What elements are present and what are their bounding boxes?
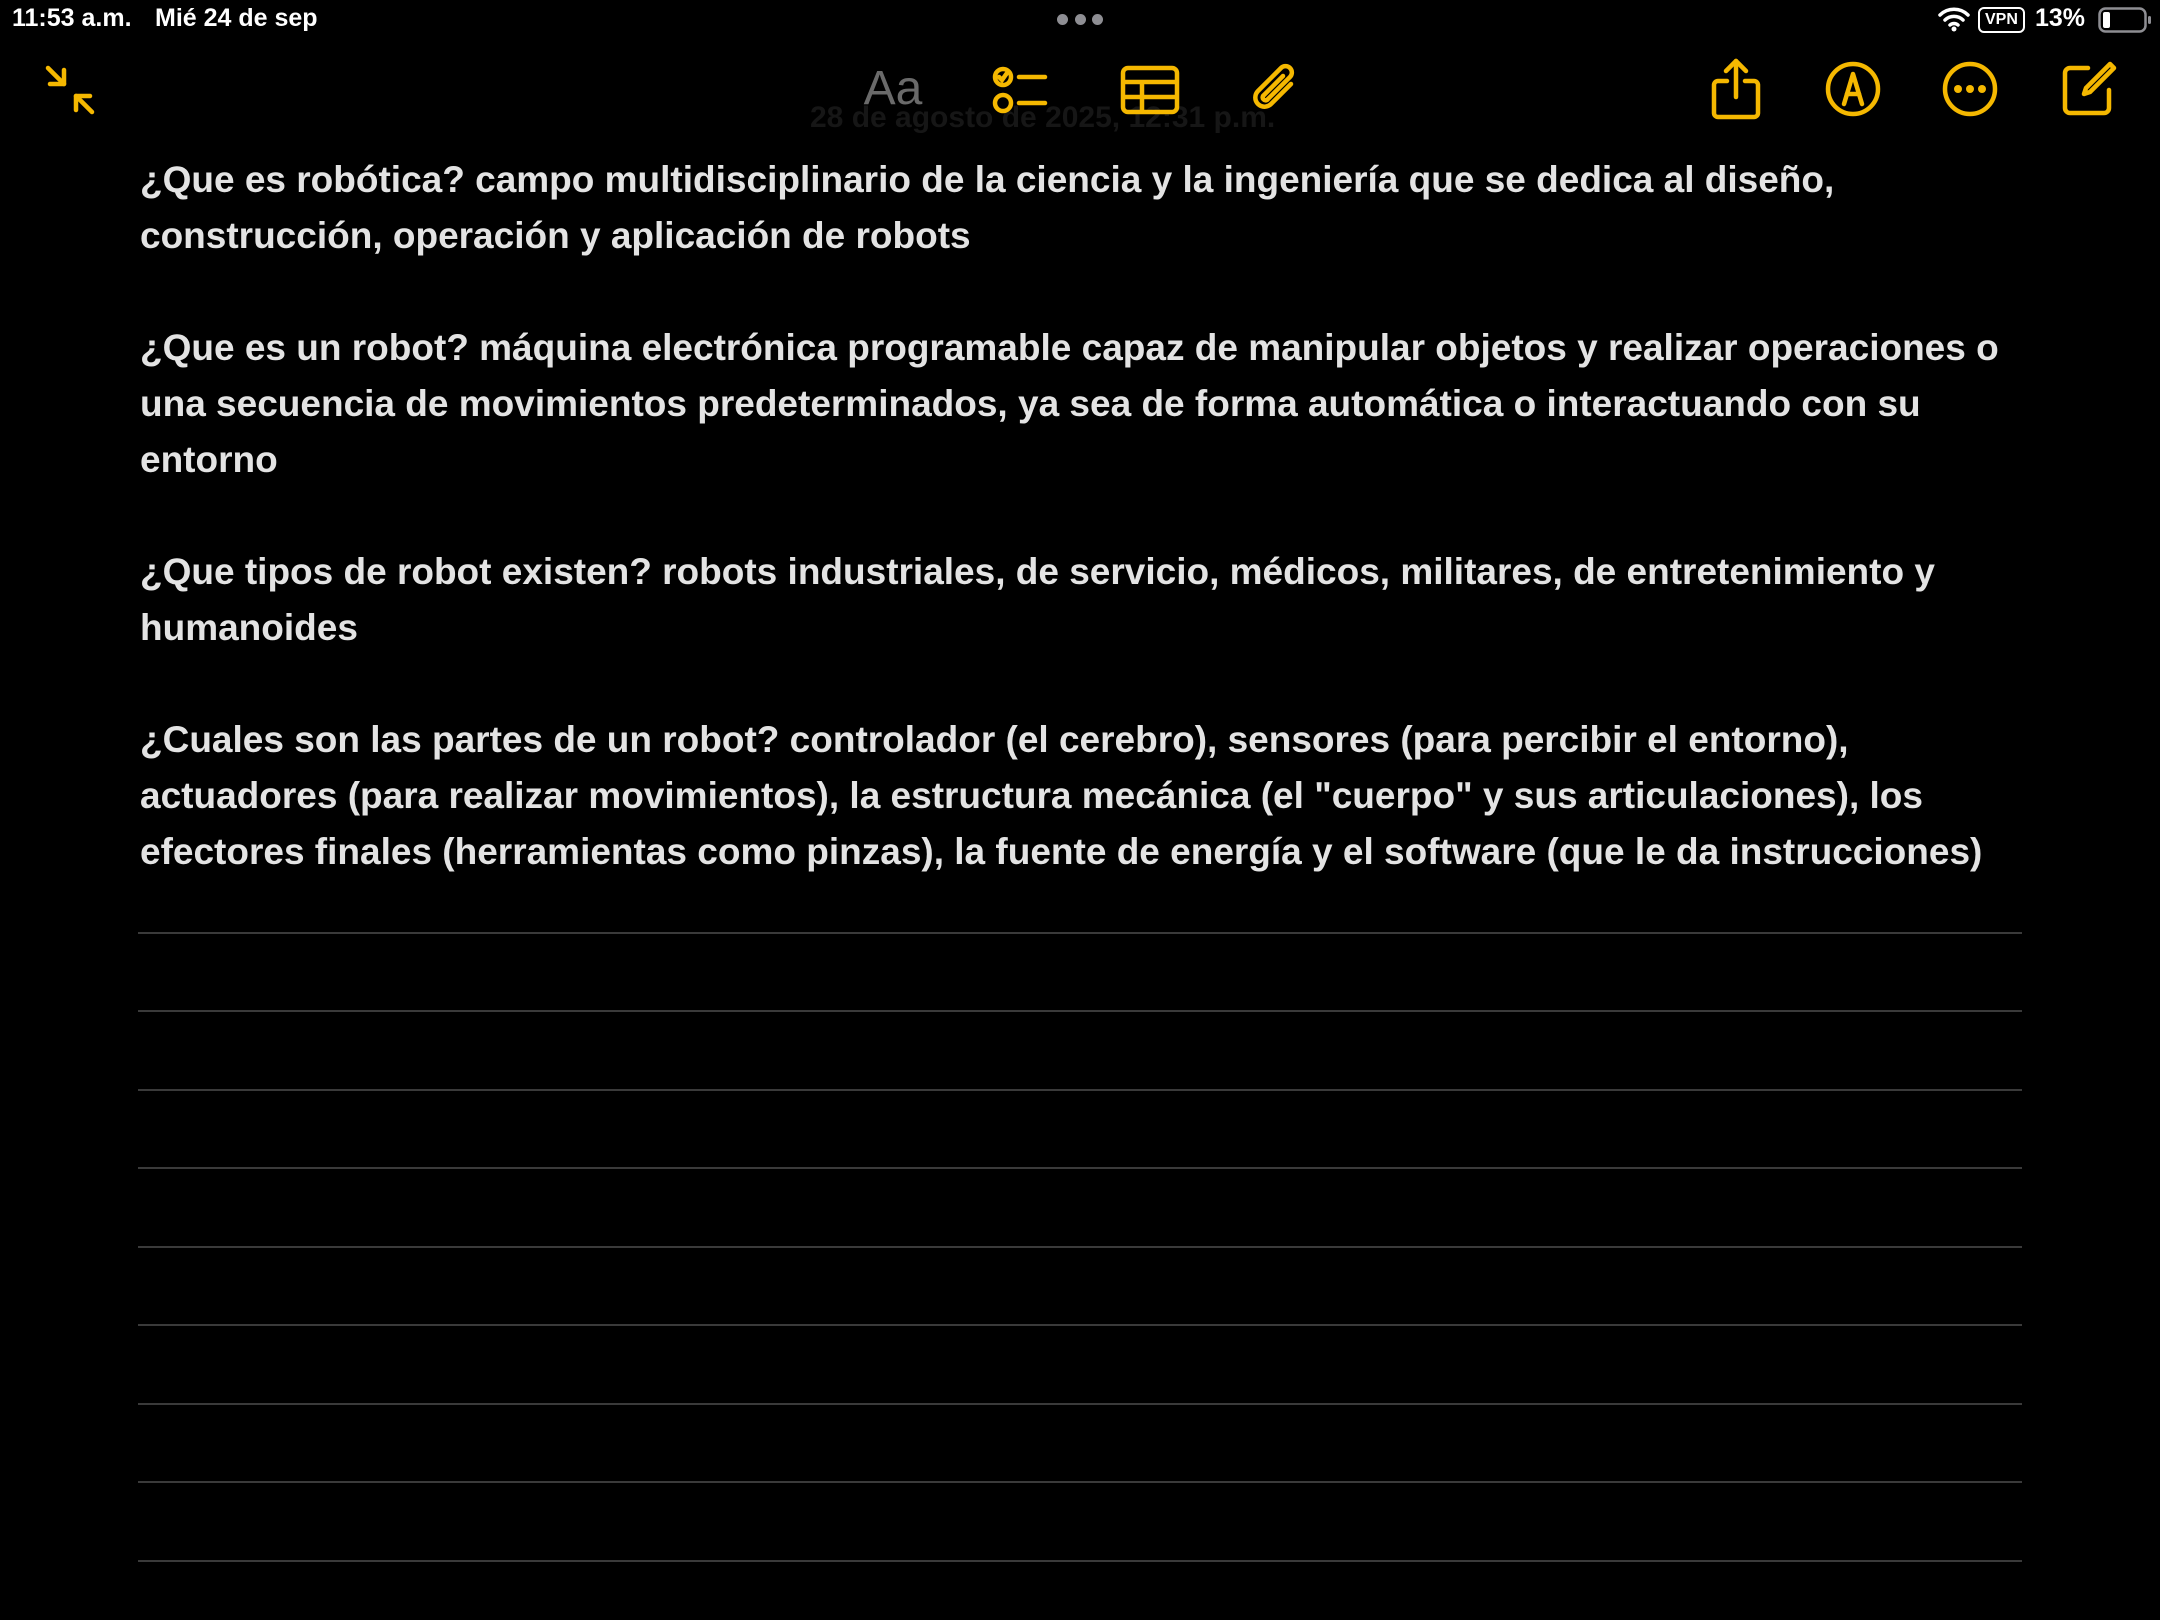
vpn-badge: VPN [1978, 7, 2025, 33]
multitasking-dots-icon[interactable] [1057, 14, 1103, 26]
note-paragraph[interactable]: ¿Que tipos de robot existen? robots industriales, de servicio, médicos, militares, de entretenimiento y humanoides [140, 551, 1935, 648]
paperclip-icon[interactable] [1245, 60, 1305, 120]
note-paragraph[interactable]: ¿Que es robótica? campo multidisciplinario de la ciencia y la ingeniería que se dedica al diseño, construcción, operación y aplicación de robots [140, 159, 1835, 256]
wifi-icon [1938, 6, 1970, 32]
ellipsis-circle-icon[interactable] [1939, 58, 2001, 120]
ruled-line [138, 1246, 2022, 1248]
ruled-line [138, 1089, 2022, 1091]
ruled-line [138, 1167, 2022, 1169]
share-icon[interactable] [1708, 56, 1764, 122]
ruled-line [138, 1560, 2022, 1562]
status-date: Mié 24 de sep [155, 4, 318, 32]
checklist-icon[interactable] [990, 60, 1050, 120]
format-button[interactable]: Aa [863, 61, 923, 115]
battery-percentage: 13% [2035, 4, 2086, 32]
ruled-line [138, 1324, 2022, 1326]
ruled-line [138, 1481, 2022, 1483]
status-bar [0, 0, 2160, 40]
table-icon[interactable] [1118, 60, 1182, 120]
battery-icon [2098, 7, 2152, 33]
ruled-line [138, 1403, 2022, 1405]
note-text-area[interactable] [140, 152, 2040, 880]
note-paragraph[interactable]: ¿Que es un robot? máquina electrónica programable capaz de manipular objetos y realizar operaciones o una secuencia de movimientos predeterminados, ya sea de forma automática o interactuando con su entorno [140, 327, 1999, 480]
compose-icon[interactable] [2058, 58, 2120, 120]
markup-pen-icon[interactable] [1822, 58, 1884, 120]
note-date-ghost: 28 de agosto de 2025, 12:31 p.m. [810, 101, 1276, 134]
collapse-arrows-icon[interactable] [40, 60, 100, 120]
note-paragraph[interactable]: ¿Cuales son las partes de un robot? controlador (el cerebro), sensores (para percibir el entorno), actuadores (para realizar movimientos), la estructura mecánica (el "cuerpo" y sus articulaciones), los efectores finales (herramientas como pinzas), la fuente de energía y el software (que le da instrucciones) [140, 719, 1983, 872]
ruled-line [138, 1010, 2022, 1012]
ruled-line [138, 932, 2022, 934]
status-time: 11:53 a.m. [12, 4, 132, 32]
